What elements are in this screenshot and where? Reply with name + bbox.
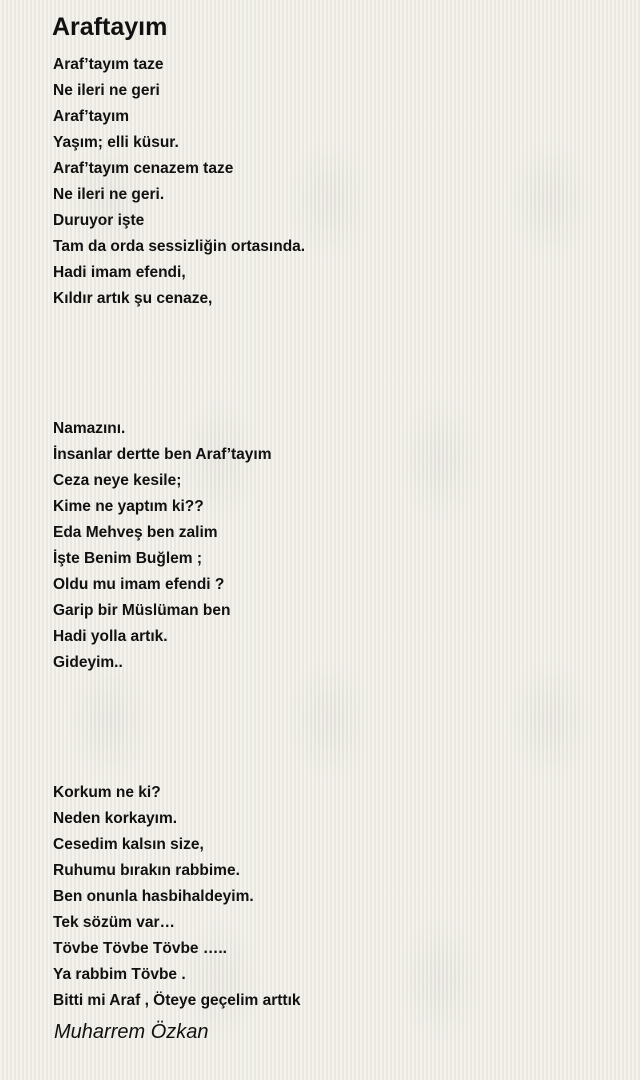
poem-title: Araftayım	[52, 13, 168, 41]
poem-line: Tövbe Tövbe Tövbe …..	[53, 940, 227, 957]
poem-line: İnsanlar dertte ben Araf’tayım	[53, 446, 272, 463]
poem-line: Ruhumu bırakın rabbime.	[53, 862, 240, 879]
poem-line: Ya rabbim Tövbe .	[53, 966, 186, 983]
poem-line: Kıldır artık şu cenaze,	[53, 290, 213, 307]
poem-line: Namazını.	[53, 420, 126, 437]
stanza-2	[53, 416, 623, 676]
poem-line: Cesedim kalsın size,	[53, 836, 204, 853]
poem-line: Hadi imam efendi,	[53, 264, 186, 281]
poem-line: Oldu mu imam efendi ?	[53, 576, 225, 593]
poem-line: Araf’tayım cenazem taze	[53, 160, 234, 177]
poem-line: Bitti mi Araf , Öteye geçelim arttık	[53, 992, 301, 1009]
poem-body	[53, 52, 623, 1014]
poem-line: Tam da orda sessizliğin ortasında.	[53, 238, 306, 255]
stanza-1	[53, 52, 623, 312]
poem-line: Neden korkayım.	[53, 810, 178, 827]
poem-line: Duruyor işte	[53, 212, 145, 229]
poem-line: Korkum ne ki?	[53, 784, 161, 801]
poem-line: Araf’tayım taze	[53, 56, 164, 73]
poem-author: Muharrem Özkan	[54, 1021, 209, 1043]
poem-line: Kime ne yaptım ki??	[53, 498, 204, 515]
poem-line: Gideyim..	[53, 654, 123, 671]
poem-line: Ceza neye kesile;	[53, 472, 182, 489]
poem-line: Hadi yolla artık.	[53, 628, 168, 645]
poem-line: Eda Mehveş ben zalim	[53, 524, 218, 541]
poem-line: Tek sözüm var…	[53, 914, 176, 931]
poem-line: Ne ileri ne geri	[53, 82, 160, 99]
poem-line: İşte Benim Buğlem ;	[53, 550, 202, 567]
poem-line: Ben onunla hasbihaldeyim.	[53, 888, 254, 905]
poem-line: Araf’tayım	[53, 108, 130, 125]
poem-line: Yaşım; elli küsur.	[53, 134, 179, 151]
poem-line: Ne ileri ne geri.	[53, 186, 165, 203]
poem-line: Garip bir Müslüman ben	[53, 602, 231, 619]
stanza-3	[53, 780, 623, 1014]
